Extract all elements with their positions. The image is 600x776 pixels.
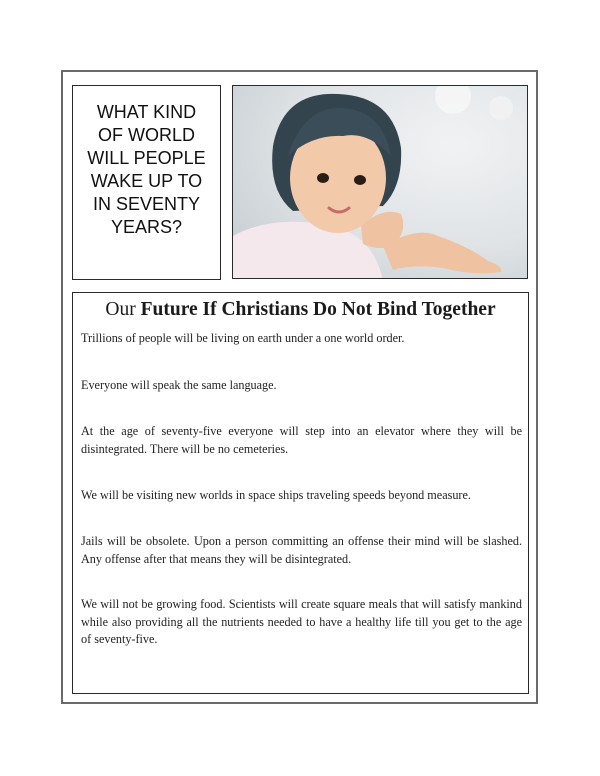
right-eye <box>354 175 366 185</box>
bokeh-light <box>489 96 513 120</box>
child-illustration <box>233 86 528 279</box>
headline-text <box>87 101 205 239</box>
headline-box <box>72 85 221 280</box>
headline-line: YEARS? <box>110 216 183 237</box>
headline-line: WHAT KIND <box>96 101 197 122</box>
article-paragraph: We will not be growing food. Scientists will create square meals that will satisfy mankind while also providing all the nutrients needed to have a healthy life till you get to the age of seventy-five. <box>81 597 522 646</box>
left-eye <box>317 173 329 183</box>
child-photo <box>232 85 528 279</box>
headline-line: WAKE UP TO <box>90 170 203 191</box>
article-box <box>72 292 529 694</box>
article-paragraph: Trillions of people will be living on earth under a one world order. <box>81 331 405 345</box>
headline-line: OF WORLD <box>97 124 195 145</box>
article-title-prefix: Our <box>105 299 141 320</box>
headline-line: WILL PEOPLE <box>87 147 206 168</box>
article-paragraph: At the age of seventy-five everyone will step into an elevator where they will be disintegrated. There will be no cemeteries. <box>81 424 522 456</box>
headline-line: IN SEVENTY <box>92 193 200 214</box>
article-title <box>73 299 528 321</box>
article-paragraph: We will be visiting new worlds in space ships traveling speeds beyond measure. <box>81 488 471 502</box>
article-title-bold: Future If Christians Do Not Bind Together <box>140 299 496 320</box>
article-paragraph: Everyone will speak the same language. <box>81 378 277 392</box>
article-paragraph: Jails will be obsolete. Upon a person committing an offense their mind will be slashed. Any offense after that means they will be disintegrated. <box>81 534 522 566</box>
